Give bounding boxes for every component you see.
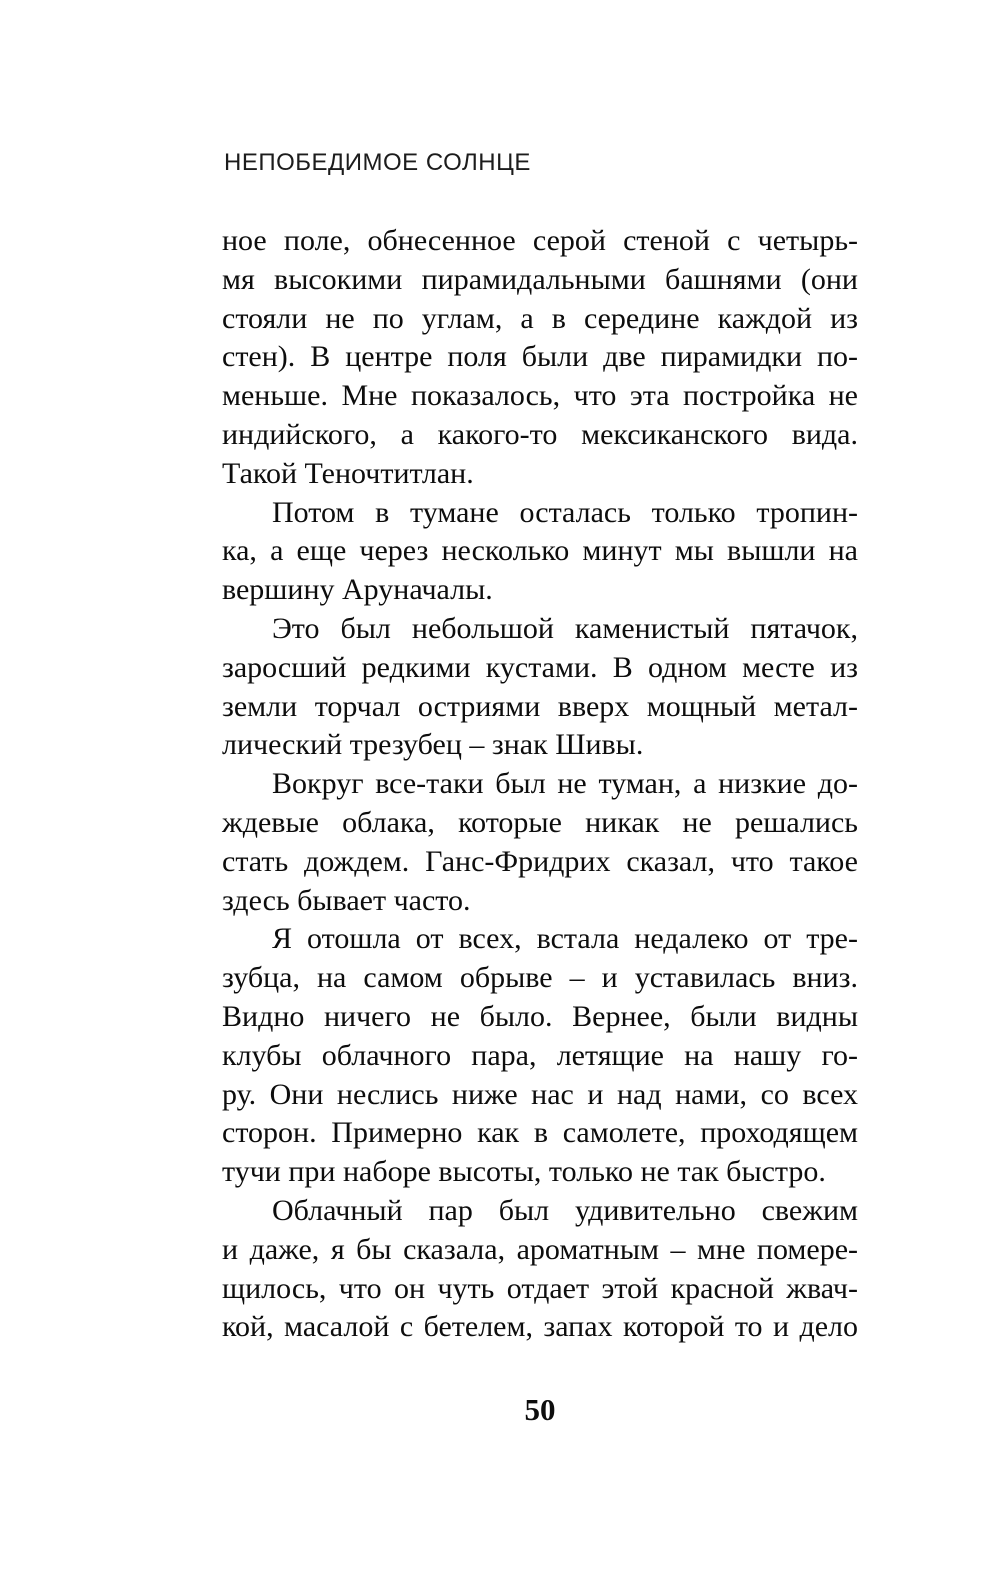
text-line: стать дождем. Ганс-Фридрих сказал, что такое (222, 844, 858, 878)
text-line: тучи при наборе высоты, только не так быстро. (222, 1155, 826, 1189)
text-line: индийского, а какого-то мексиканского вида. (222, 417, 858, 451)
text-line: ру. Они неслись ниже нас и над нами, со всех (222, 1077, 858, 1111)
text-line: зубца, на самом обрыве – и уставилась вниз. (222, 961, 858, 995)
text-line: сторон. Примерно как в самолете, проходящем (222, 1116, 858, 1150)
text-line: заросший редкими кустами. В одном месте из (222, 650, 858, 684)
text-line: щилось, что он чуть отдает этой красной жвач- (222, 1271, 858, 1305)
page-number: 50 (524, 1392, 556, 1427)
body-text (222, 222, 858, 1347)
text-line: ждевые облака, которые никак не решались (222, 805, 858, 839)
text-line: стояли не по углам, а в середине каждой из (222, 301, 858, 335)
text-line: лический трезубец – знак Шивы. (222, 728, 644, 762)
text-line: Потом в тумане осталась только тропин- (272, 495, 858, 529)
text-line: мя высокими пирамидальными башнями (они (222, 262, 858, 296)
text-line: кой, масалой с бетелем, запах которой то и дело (222, 1310, 858, 1344)
text-line: вершину Аруначалы. (222, 573, 493, 607)
running-header: НЕПОБЕДИМОЕ СОЛНЦЕ (224, 149, 531, 176)
text-line: земли торчал остриями вверх мощный метал- (222, 689, 858, 723)
text-line: клубы облачного пара, летящие на нашу го- (222, 1038, 858, 1072)
text-line: и даже, я бы сказала, ароматным – мне помере- (222, 1232, 858, 1266)
text-line: стен). В центре поля были две пирамидки по- (222, 340, 858, 374)
text-line: ное поле, обнесенное серой стеной с четырь- (222, 224, 858, 257)
text-line: Видно ничего не было. Вернее, были видны (222, 999, 858, 1033)
text-line: меньше. Мне показалось, что эта постройка не (222, 379, 858, 413)
text-line: Я отошла от всех, встала недалеко от тре- (272, 922, 858, 956)
text-line: Это был небольшой каменистый пятачок, (272, 611, 858, 645)
text-line: ка, а еще через несколько минут мы вышли на (222, 534, 858, 568)
text-line: Вокруг все-таки был не туман, а низкие до- (272, 767, 858, 801)
text-line: Облачный пар был удивительно свежим (272, 1193, 858, 1227)
text-line: Такой Теночтитлан. (222, 456, 474, 490)
text-line: здесь бывает часто. (222, 883, 471, 917)
